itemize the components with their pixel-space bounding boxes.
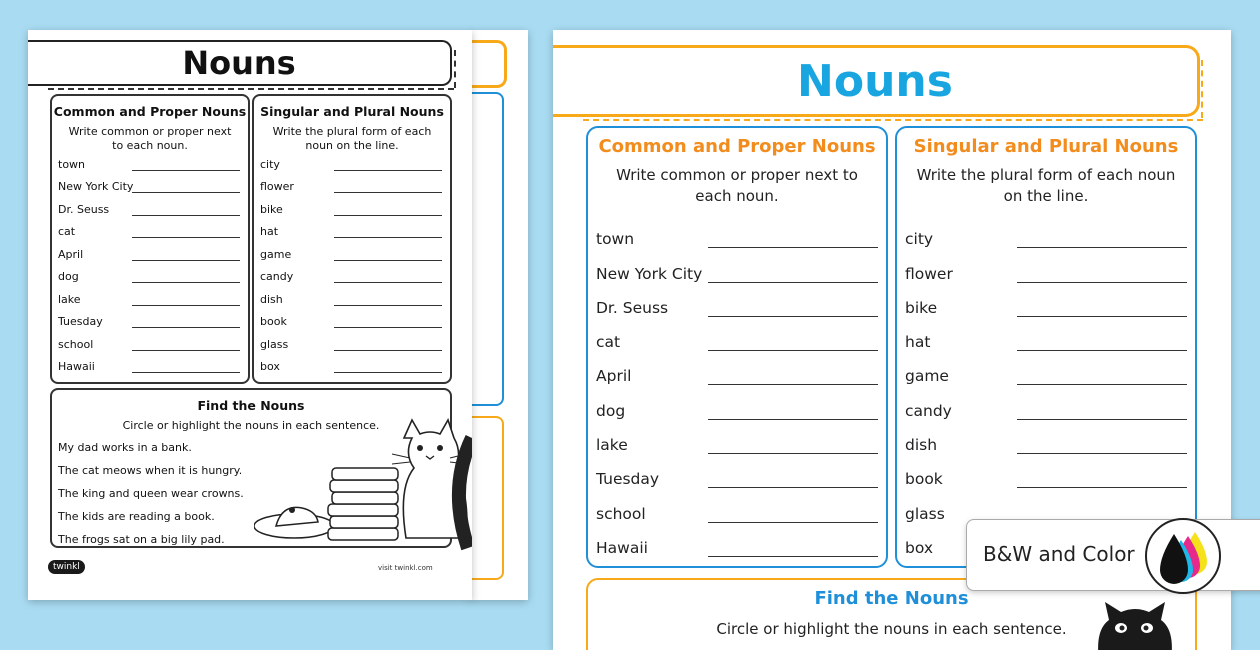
noun-word: Hawaii <box>596 538 648 557</box>
noun-word: flower <box>905 264 953 283</box>
word-row <box>897 424 1195 458</box>
noun-word: bike <box>260 202 283 216</box>
noun-word: candy <box>905 401 952 420</box>
page-title: Nouns <box>553 45 1200 117</box>
divider <box>1201 60 1203 118</box>
noun-word: box <box>905 538 934 557</box>
bw-and-color-badge <box>966 519 1260 591</box>
noun-word: city <box>905 230 934 249</box>
divider <box>454 50 456 88</box>
noun-word: cat <box>58 225 76 238</box>
word-row <box>52 310 248 333</box>
word-row <box>254 197 450 220</box>
noun-word: school <box>58 337 94 351</box>
back-sheet-peek <box>470 30 528 600</box>
word-list <box>254 152 450 377</box>
noun-word: book <box>260 315 287 328</box>
section-instruction: Write common or proper next to each noun. <box>616 166 858 205</box>
word-row <box>897 321 1195 355</box>
word-row <box>254 287 450 310</box>
noun-word: dish <box>905 436 938 455</box>
answer-line[interactable] <box>708 350 878 351</box>
noun-word: Dr. Seuss <box>596 298 669 317</box>
noun-word: city <box>260 157 280 171</box>
word-row <box>52 242 248 265</box>
noun-word: cat <box>596 333 621 352</box>
twinkl-logo: twinkl <box>48 560 85 574</box>
cat-books-frog-illustration <box>254 398 472 554</box>
answer-line[interactable] <box>1017 419 1187 420</box>
answer-line[interactable] <box>132 170 240 171</box>
back-box-frame <box>470 92 504 406</box>
word-row <box>254 152 450 175</box>
noun-word: April <box>58 247 84 261</box>
answer-line[interactable] <box>132 260 240 261</box>
answer-line[interactable] <box>132 350 240 351</box>
noun-word: glass <box>260 337 289 351</box>
answer-line[interactable] <box>708 522 878 523</box>
noun-word: game <box>260 247 292 261</box>
section-instruction: Circle or highlight the nouns in each sentence. <box>122 419 380 432</box>
bw-worksheet <box>28 30 472 600</box>
answer-line[interactable] <box>334 237 442 238</box>
section-instruction: Write common or proper next to each noun. <box>68 125 232 152</box>
word-row <box>52 152 248 175</box>
common-proper-box <box>586 126 888 568</box>
sentence: The frogs sat on a big lily pad. <box>58 533 225 546</box>
footer-url: visit twinkl.com <box>378 564 433 572</box>
divider <box>48 88 454 90</box>
section-heading: Find the Nouns <box>814 588 969 609</box>
word-row <box>897 252 1195 286</box>
answer-line[interactable] <box>1017 487 1187 488</box>
word-row <box>254 242 450 265</box>
word-row <box>52 265 248 288</box>
answer-line[interactable] <box>334 170 442 171</box>
word-list <box>52 152 248 377</box>
word-row <box>588 287 886 321</box>
answer-line[interactable] <box>1017 316 1187 317</box>
noun-word: box <box>260 360 280 373</box>
noun-word: bike <box>905 298 938 317</box>
noun-word: Tuesday <box>58 315 103 328</box>
section-heading: Common and Proper Nouns <box>598 136 876 157</box>
noun-word: hat <box>260 225 279 238</box>
noun-word: New York City <box>596 264 703 283</box>
word-row <box>897 458 1195 492</box>
sentence: The kids are reading a book. <box>58 510 215 523</box>
word-row <box>254 355 450 378</box>
divider <box>583 119 1203 121</box>
word-row <box>897 287 1195 321</box>
answer-line[interactable] <box>132 327 240 328</box>
word-row <box>588 527 886 561</box>
answer-line[interactable] <box>334 282 442 283</box>
noun-word: dish <box>260 292 283 306</box>
cat-illustration <box>1089 596 1179 650</box>
word-row <box>588 458 886 492</box>
answer-line[interactable] <box>708 316 878 317</box>
sentence: My dad works in a bank. <box>58 441 192 454</box>
section-heading: Common and Proper Nouns <box>53 104 247 119</box>
word-row <box>588 321 886 355</box>
answer-line[interactable] <box>334 260 442 261</box>
back-title-frame <box>470 40 507 88</box>
noun-word: lake <box>596 436 628 455</box>
word-row <box>588 218 886 252</box>
answer-line[interactable] <box>708 556 878 557</box>
answer-line[interactable] <box>1017 282 1187 283</box>
answer-line[interactable] <box>1017 350 1187 351</box>
noun-word: lake <box>58 292 81 306</box>
word-row <box>897 218 1195 252</box>
noun-word: game <box>905 367 949 386</box>
word-list <box>897 218 1195 561</box>
noun-word: dog <box>596 401 626 420</box>
noun-word: school <box>596 504 646 523</box>
answer-line[interactable] <box>132 192 240 193</box>
noun-word: New York City <box>58 180 134 193</box>
noun-word: Hawaii <box>58 360 95 373</box>
word-row <box>254 332 450 355</box>
answer-line[interactable] <box>708 453 878 454</box>
answer-line[interactable] <box>708 487 878 488</box>
answer-line[interactable] <box>132 282 240 283</box>
word-row <box>254 265 450 288</box>
answer-line[interactable] <box>1017 247 1187 248</box>
answer-line[interactable] <box>334 327 442 328</box>
sentence: The king and queen wear crowns. <box>58 487 244 500</box>
answer-line[interactable] <box>708 282 878 283</box>
section-instruction: Write the plural form of each noun on the line. <box>272 125 432 152</box>
word-row <box>588 424 886 458</box>
sentence: The cat meows when it is hungry. <box>58 464 243 477</box>
word-row <box>52 175 248 198</box>
section-heading: Singular and Plural Nouns <box>260 104 444 119</box>
word-row <box>897 389 1195 423</box>
answer-line[interactable] <box>1017 384 1187 385</box>
answer-line[interactable] <box>334 372 442 373</box>
answer-line[interactable] <box>132 305 240 306</box>
word-row <box>52 355 248 378</box>
back-find-frame <box>470 416 504 580</box>
word-row <box>588 389 886 423</box>
word-row <box>52 287 248 310</box>
answer-line[interactable] <box>708 384 878 385</box>
word-row <box>897 355 1195 389</box>
answer-line[interactable] <box>708 247 878 248</box>
answer-line[interactable] <box>334 350 442 351</box>
section-instruction: Write the plural form of each noun on the line. <box>916 166 1176 205</box>
page-title: Nouns <box>28 40 452 86</box>
singular-plural-box <box>895 126 1197 568</box>
noun-word: candy <box>260 270 294 283</box>
word-row <box>52 197 248 220</box>
answer-line[interactable] <box>132 237 240 238</box>
badge-label: B&W and Color <box>983 542 1135 566</box>
word-list <box>588 218 886 561</box>
common-proper-box <box>50 94 250 384</box>
word-row <box>52 332 248 355</box>
answer-line[interactable] <box>132 215 240 216</box>
answer-line[interactable] <box>334 305 442 306</box>
noun-word: town <box>596 230 635 249</box>
noun-word: flower <box>260 180 294 193</box>
word-row <box>588 355 886 389</box>
noun-word: book <box>905 470 943 489</box>
word-row <box>254 175 450 198</box>
word-row <box>254 220 450 243</box>
answer-line[interactable] <box>708 419 878 420</box>
noun-word: hat <box>905 333 931 352</box>
noun-word: town <box>58 157 86 171</box>
section-instruction: Circle or highlight the nouns in each sentence. <box>716 620 1067 638</box>
noun-word: Tuesday <box>596 470 660 489</box>
noun-word: April <box>596 367 632 386</box>
ink-drops-icon <box>1143 516 1223 596</box>
word-row <box>588 252 886 286</box>
singular-plural-box <box>252 94 452 384</box>
noun-word: dog <box>58 270 79 283</box>
noun-word: Dr. Seuss <box>58 202 110 216</box>
answer-line[interactable] <box>1017 453 1187 454</box>
section-heading: Find the Nouns <box>197 398 305 413</box>
section-heading: Singular and Plural Nouns <box>913 136 1179 157</box>
word-row <box>52 220 248 243</box>
noun-word: glass <box>905 504 945 523</box>
answer-line[interactable] <box>132 372 240 373</box>
answer-line[interactable] <box>334 215 442 216</box>
answer-line[interactable] <box>334 192 442 193</box>
word-row <box>588 492 886 526</box>
word-row <box>254 310 450 333</box>
